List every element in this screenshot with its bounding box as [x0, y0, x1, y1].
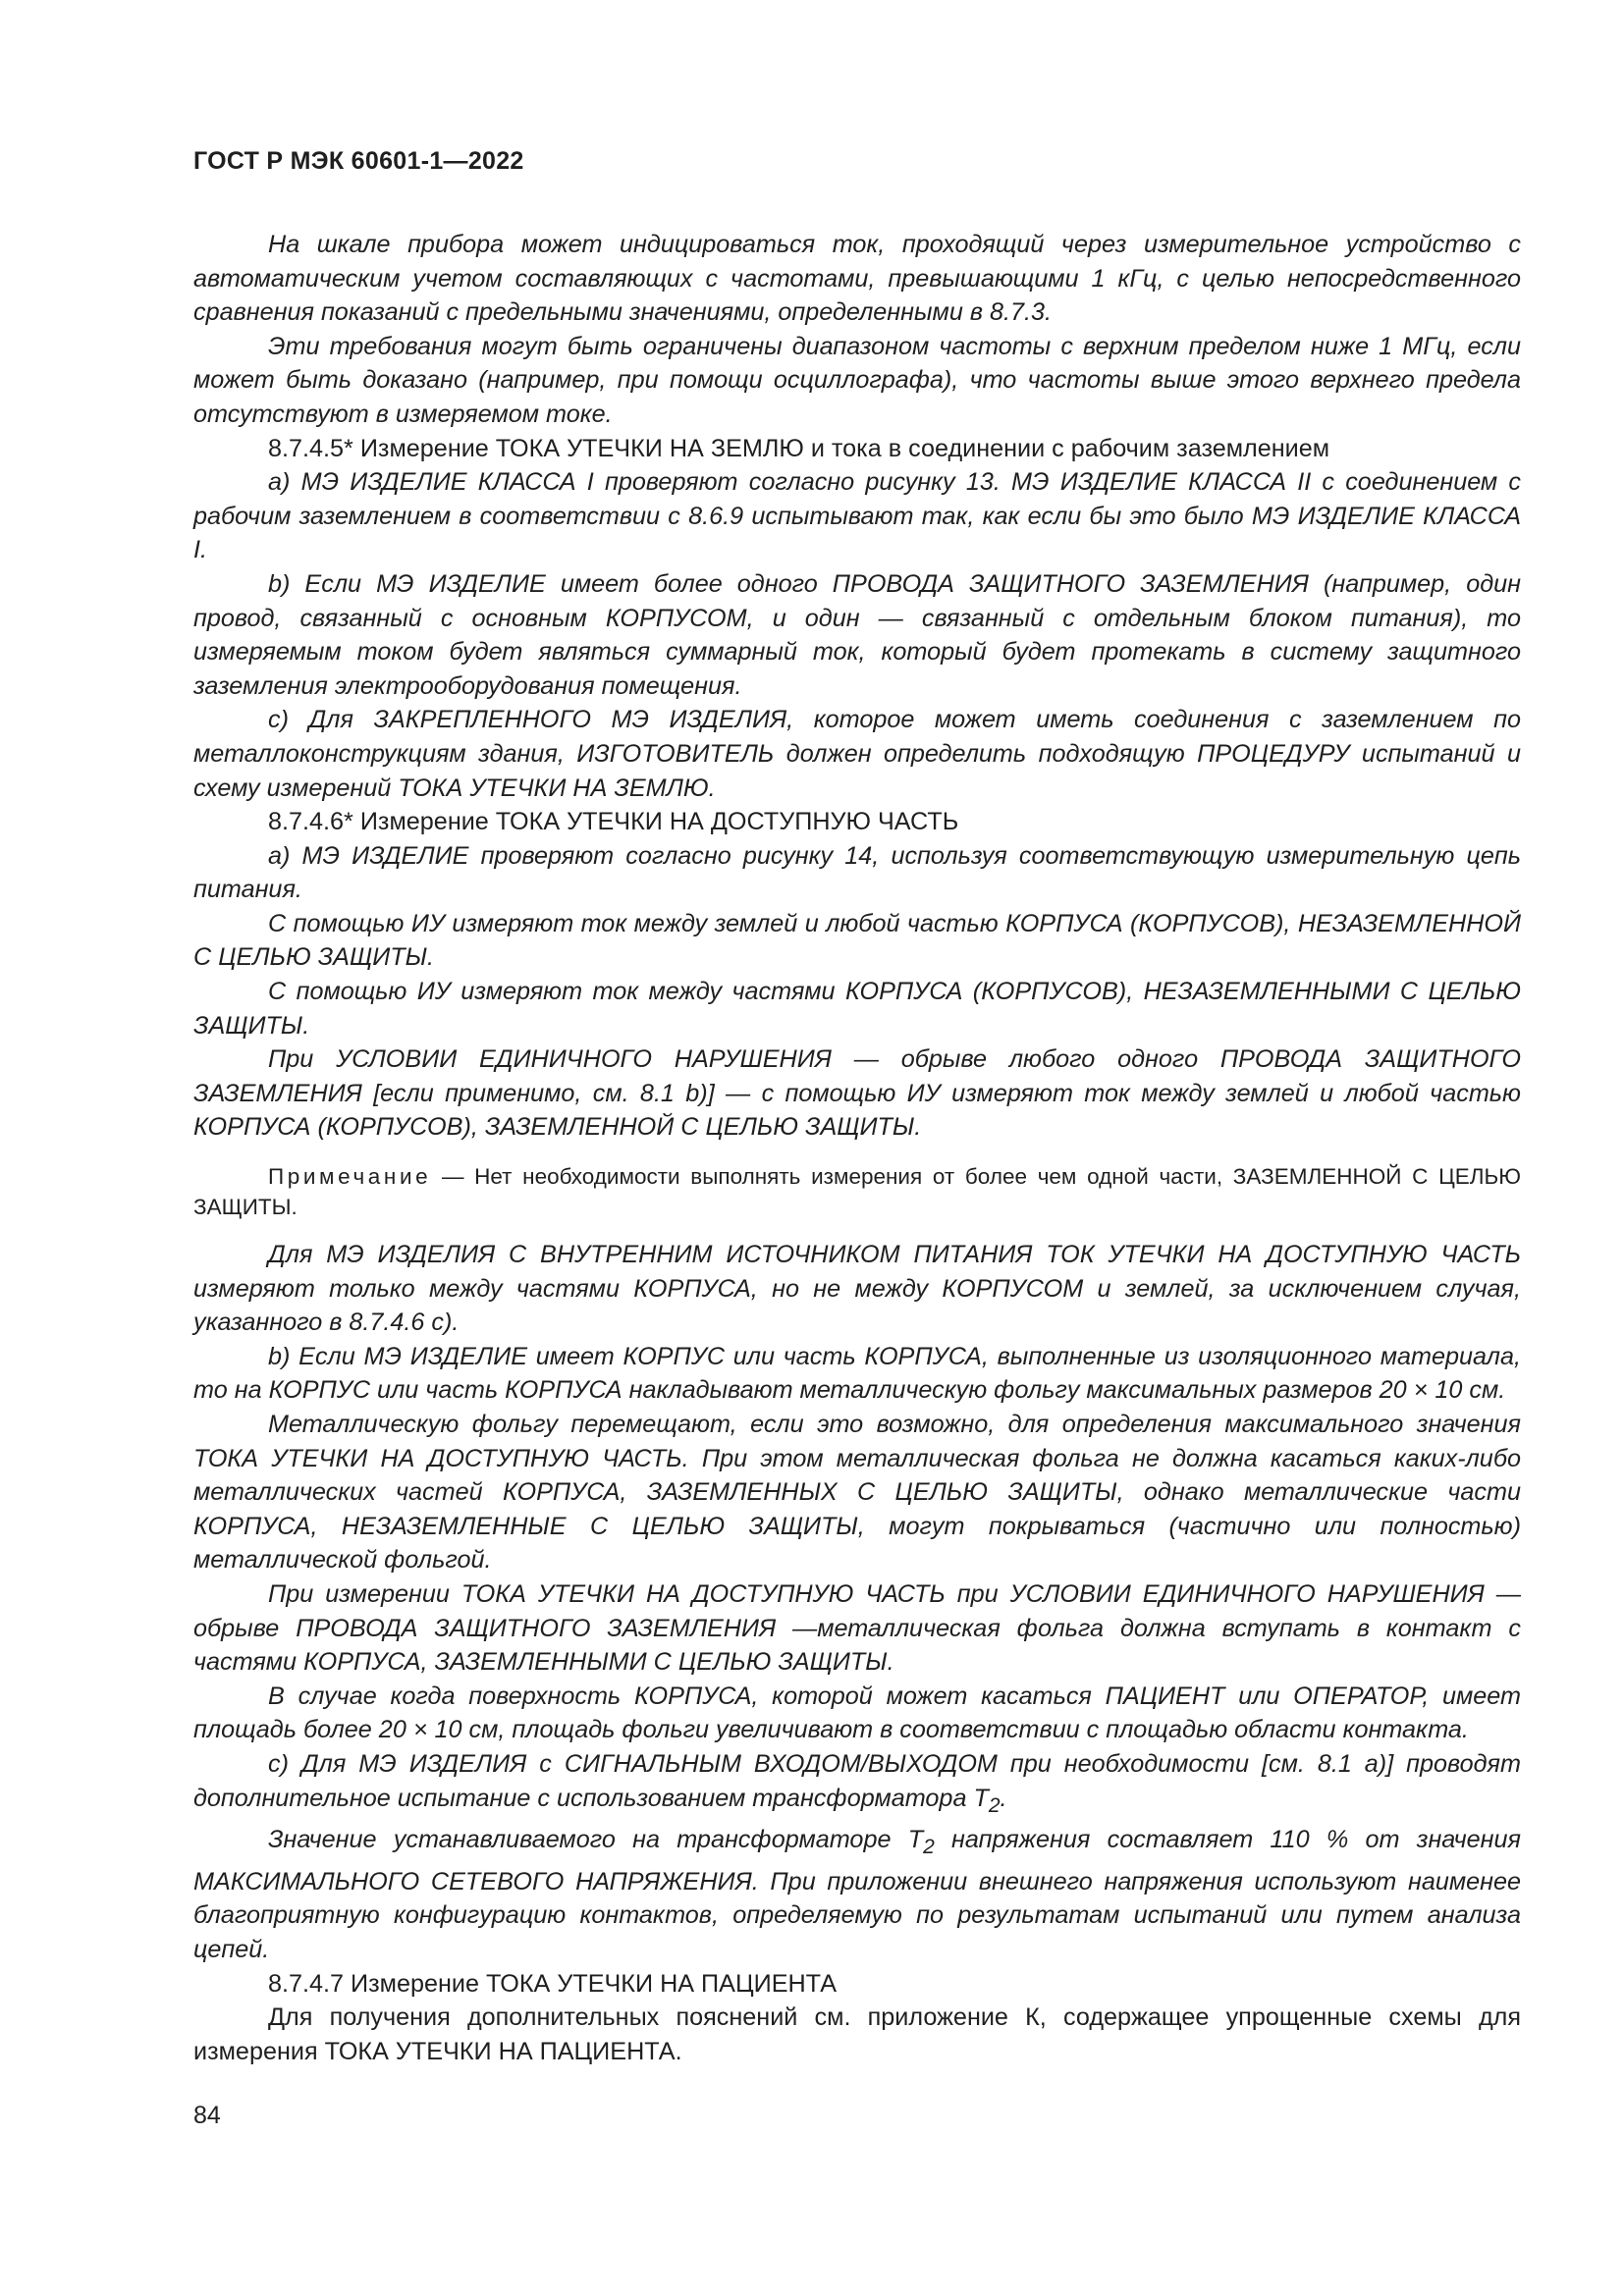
subscript: 2 — [988, 1793, 1001, 1817]
section-heading-8-7-4-6: 8.7.4.6* Измерение ТОКА УТЕЧКИ НА ДОСТУПНУЮ ЧАСТЬ — [268, 808, 959, 836]
paragraph: с) Для ЗАКРЕПЛЕННОГО МЭ ИЗДЕЛИЯ, которое может иметь соединения с заземлением по металлоконструкциям здания, ИЗГОТОВИТЕЛЬ должен определить подходящую ПРОЦЕДУРУ испытаний и схему измерений ТОКА УТЕЧКИ НА ЗЕМЛЮ. — [193, 706, 1521, 802]
paragraph: В случае когда поверхность КОРПУСА, которой может касаться ПАЦИЕНТ или ОПЕРАТОР, имеет площадь более 20 × 10 см, площадь фольги увеличивают в соответствии с площадью области контакта. — [193, 1682, 1521, 1744]
note — [193, 1161, 1521, 1222]
subscript: 2 — [923, 1836, 935, 1859]
section-heading-8-7-4-7: 8.7.4.7 Измерение ТОКА УТЕЧКИ НА ПАЦИЕНТА — [268, 1969, 838, 1998]
paragraph: При УСЛОВИИ ЕДИНИЧНОГО НАРУШЕНИЯ — обрыве любого одного ПРОВОДА ЗАЩИТНОГО ЗАЗЕМЛЕНИЯ [если применимо, см. 8.1 b)] — с помощью ИУ измеряют ток между землей и любой частью КОРПУСА (КОРПУСОВ), ЗАЗЕМЛЕННОЙ С ЦЕЛЬЮ ЗАЩИТЫ. — [193, 1045, 1521, 1142]
document-header: ГОСТ Р МЭК 60601-1—2022 — [193, 147, 524, 175]
paragraph: b) Если МЭ ИЗДЕЛИЕ имеет КОРПУС или часть КОРПУСА, выполненные из изоляционного материала, то на КОРПУС или часть КОРПУСА накладывают металлическую фольгу максимальных размеров 20 × 10 см. — [193, 1342, 1521, 1405]
page-number: 84 — [193, 2102, 221, 2129]
para-c-tail: . — [1000, 1784, 1007, 1812]
para-v-post: напряжения составляет 110 % от значения МАКСИМАЛЬНОГО СЕТЕВОГО НАПРЯЖЕНИЯ. При приложении внешнего напряжения используют наименее благоприятную конфигурацию контактов, определяемую по результатам испытаний или путем анализа цепей. — [193, 1826, 1521, 1963]
paragraph: При измерении ТОКА УТЕЧКИ НА ДОСТУПНУЮ ЧАСТЬ при УСЛОВИИ ЕДИНИЧНОГО НАРУШЕНИЯ — обрыве ПРОВОДА ЗАЩИТНОГО ЗАЗЕМЛЕНИЯ —металлическая фольга должна вступать в контакт с частями КОРПУСА, ЗАЗЕМЛЕННЫМИ С ЦЕЛЬЮ ЗАЩИТЫ. — [193, 1579, 1521, 1677]
section-heading-8-7-4-5: 8.7.4.5* Измерение ТОКА УТЕЧКИ НА ЗЕМЛЮ и тока в соединении с рабочим заземлением — [268, 434, 1330, 462]
paragraph: Для МЭ ИЗДЕЛИЯ С ВНУТРЕННИМ ИСТОЧНИКОМ ПИТАНИЯ ТОК УТЕЧКИ НА ДОСТУПНУЮ ЧАСТЬ измеряют только между частями КОРПУСА, но не между КОРПУСОМ и землей, за исключением случая, указанного в 8.7.4.6 с). — [193, 1241, 1521, 1337]
note-text: — Нет необходимости выполнять измерения от более чем одной части, ЗАЗЕМЛЕННОЙ С ЦЕЛЬЮ ЗАЩИТЫ. — [193, 1164, 1521, 1220]
note-label: Примечание — [268, 1164, 432, 1190]
document-body — [193, 228, 1521, 2068]
paragraph — [193, 1823, 1521, 1966]
paragraph: b) Если МЭ ИЗДЕЛИЕ имеет более одного ПРОВОДА ЗАЩИТНОГО ЗАЗЕМЛЕНИЯ (например, один провод, связанный с основным КОРПУСОМ, и один — связанный с отдельным блоком питания), то измеряемым током будет являться суммарный ток, который будет протекать в систему защитного заземления электрооборудования помещения. — [193, 569, 1521, 700]
paragraph: С помощью ИУ измеряют ток между частями КОРПУСА (КОРПУСОВ), НЕЗАЗЕМЛЕННЫМИ С ЦЕЛЬЮ ЗАЩИТЫ. — [193, 978, 1521, 1040]
paragraph: На шкале прибора может индицироваться ток, проходящий через измерительное устройство с автоматическим учетом составляющих с частотами, превышающими 1 кГц, с целью непосредственного сравнения показаний с предельными значениями, определенными в 8.7.3. — [193, 231, 1521, 327]
para-v-pre: Значение устанавливаемого на трансформаторе Т — [268, 1826, 924, 1854]
paragraph: а) МЭ ИЗДЕЛИЕ проверяют согласно рисунку 14, используя соответствующую измерительную цепь питания. — [193, 841, 1521, 904]
paragraph — [193, 1747, 1521, 1823]
paragraph: Металлическую фольгу перемещают, если это возможно, для определения максимального значения ТОКА УТЕЧКИ НА ДОСТУПНУЮ ЧАСТЬ. При этом металлическая фольга не должна касаться каких-либо металлических частей КОРПУСА, ЗАЗЕМЛЕННЫХ С ЦЕЛЬЮ ЗАЩИТЫ, однако металлические части КОРПУСА, НЕЗАЗЕМЛЕННЫЕ С ЦЕЛЬЮ ЗАЩИТЫ, могут покрываться (частично или полностью) металлической фольгой. — [193, 1411, 1521, 1575]
paragraph: а) МЭ ИЗДЕЛИЕ КЛАССА I проверяют согласно рисунку 13. МЭ ИЗДЕЛИЕ КЛАССА II с соединением с рабочим заземлением в соответствии с 8.6.9 испытывают так, как если бы это было МЭ ИЗДЕЛИЕ КЛАССА I. — [193, 468, 1521, 564]
paragraph: Для получения дополнительных пояснений см. приложение К, содержащее упрощенные схемы для измерения ТОКА УТЕЧКИ НА ПАЦИЕНТА. — [193, 2003, 1521, 2065]
para-c-text: с) Для МЭ ИЗДЕЛИЯ с СИГНАЛЬНЫМ ВХОДОМ/ВЫХОДОМ при необходимости [см. 8.1 а)] проводят дополнительное испытание с использованием трансформатора Т — [193, 1749, 1521, 1812]
paragraph: С помощью ИУ измеряют ток между землей и любой частью КОРПУСА (КОРПУСОВ), НЕЗАЗЕМЛЕННОЙ С ЦЕЛЬЮ ЗАЩИТЫ. — [193, 909, 1521, 972]
paragraph: Эти требования могут быть ограничены диапазоном частоты с верхним пределом ниже 1 МГц, если может быть доказано (например, при помощи осциллографа), что частоты выше этого верхнего предела отсутствуют в измеряемом токе. — [193, 332, 1521, 428]
